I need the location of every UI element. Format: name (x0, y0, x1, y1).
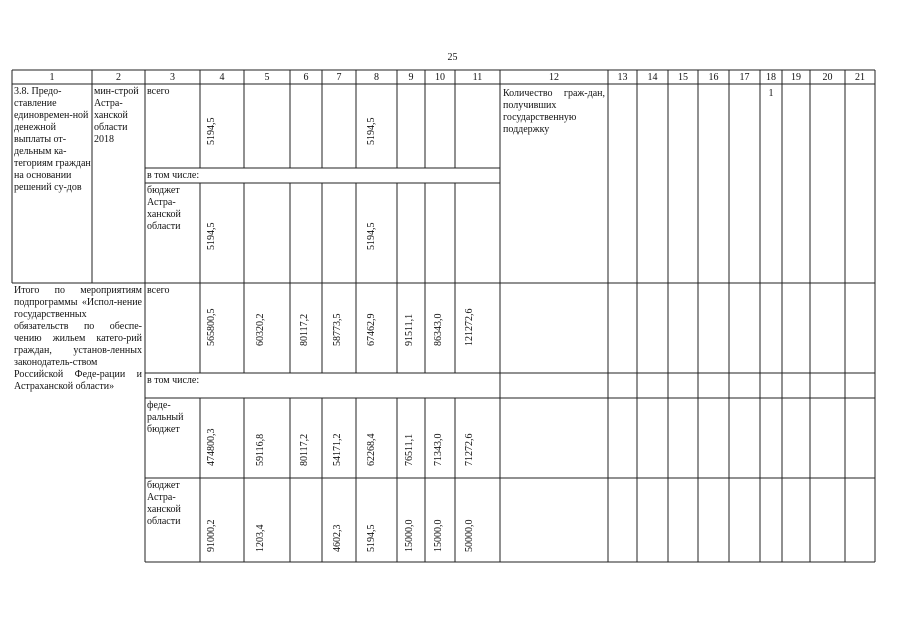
page-number: 25 (447, 52, 458, 63)
total-value-col11: 121272,6 (464, 308, 475, 346)
col-header-15: 15 (678, 72, 688, 83)
federal-value-col10: 71343,0 (433, 433, 444, 466)
row-3-8-executor: мин-строй Астра-ханской области 2018 (94, 86, 139, 145)
row-3-8-indicator: Количество граж-дан, получивших государственную поддержку (503, 88, 605, 135)
regional-value-col8: 5194,5 (366, 524, 377, 552)
regional-value-col9: 15000,0 (404, 519, 415, 552)
col-header-20: 20 (822, 72, 833, 83)
total-value-col4: 565800,5 (206, 308, 217, 346)
col-header-21: 21 (855, 72, 865, 83)
col-header-3: 3 (170, 72, 175, 83)
total-value-col9: 91511,1 (404, 313, 415, 346)
col-header-7: 7 (336, 72, 342, 83)
col-header-2: 2 (116, 72, 121, 83)
col-header-13: 13 (617, 72, 628, 83)
col-header-12: 12 (549, 72, 559, 83)
row-3-8-budget-col4: 5194,5 (206, 222, 217, 250)
total-value-col7: 58773,5 (332, 313, 343, 346)
row-3-8-total-col4: 5194,5 (206, 117, 217, 145)
regional-value-col11: 50000,0 (464, 519, 475, 552)
col-header-18: 18 (766, 72, 776, 83)
total-including-label: в том числе: (147, 375, 200, 386)
total-item: Итого по мероприятиям подпрограммы «Испол-нение государственных обязательств по обеспе-чению жильем катего-рий граждан, установ-ленных законодатель-ством Российской Феде-рации и Астраханской области» (14, 285, 142, 392)
row-3-8-budget-col8: 5194,5 (366, 222, 377, 250)
regional-value-col7: 4602,3 (332, 524, 343, 552)
total-value-col10: 86343,0 (433, 313, 444, 346)
col-header-6: 6 (303, 72, 309, 83)
col-header-16: 16 (708, 72, 719, 83)
total-value-col5: 60320,2 (255, 313, 266, 346)
col-header-5: 5 (264, 72, 270, 83)
federal-value-col8: 62268,4 (366, 433, 377, 466)
federal-value-col11: 71272,6 (464, 433, 475, 466)
total-value-col6: 80117,2 (299, 313, 310, 346)
federal-value-col7: 54171,2 (332, 433, 343, 466)
total-federal-label: феде-ральный бюджет (147, 400, 184, 435)
row-3-8-budget-label: бюджет Астра-ханской области (147, 185, 181, 232)
row-3-8-total-label: всего (147, 86, 170, 97)
row-3-8-col18: 1 (768, 88, 774, 99)
col-header-1: 1 (49, 72, 55, 83)
col-header-19: 19 (791, 72, 801, 83)
federal-value-col6: 80117,2 (299, 433, 310, 466)
col-header-14: 14 (647, 72, 658, 83)
row-3-8-total-col8: 5194,5 (366, 117, 377, 145)
col-header-9: 9 (408, 72, 414, 83)
federal-value-col5: 59116,8 (255, 433, 266, 466)
row-3-8-including-label: в том числе: (147, 170, 200, 181)
regional-value-col10: 15000,0 (433, 519, 444, 552)
col-header-17: 17 (739, 72, 750, 83)
total-value-col8: 67462,9 (366, 313, 377, 346)
regional-value-col5: 1203,4 (255, 524, 266, 552)
col-header-11: 11 (472, 72, 483, 83)
total-regional-label: бюджет Астра-ханской области (147, 480, 181, 527)
row-3-8-item: 3.8. Предо-ставление единовремен-ной денежной выплаты от-дельным ка-тегориям граждан на основании решений су-дов (14, 86, 91, 193)
federal-value-col9: 76511,1 (404, 433, 415, 466)
col-header-10: 10 (435, 72, 445, 83)
col-header-4: 4 (219, 72, 225, 83)
total-total-label: всего (147, 285, 170, 296)
federal-value-col4: 474800,3 (206, 428, 217, 466)
col-header-8: 8 (374, 72, 379, 83)
regional-value-col4: 91000,2 (206, 519, 217, 552)
